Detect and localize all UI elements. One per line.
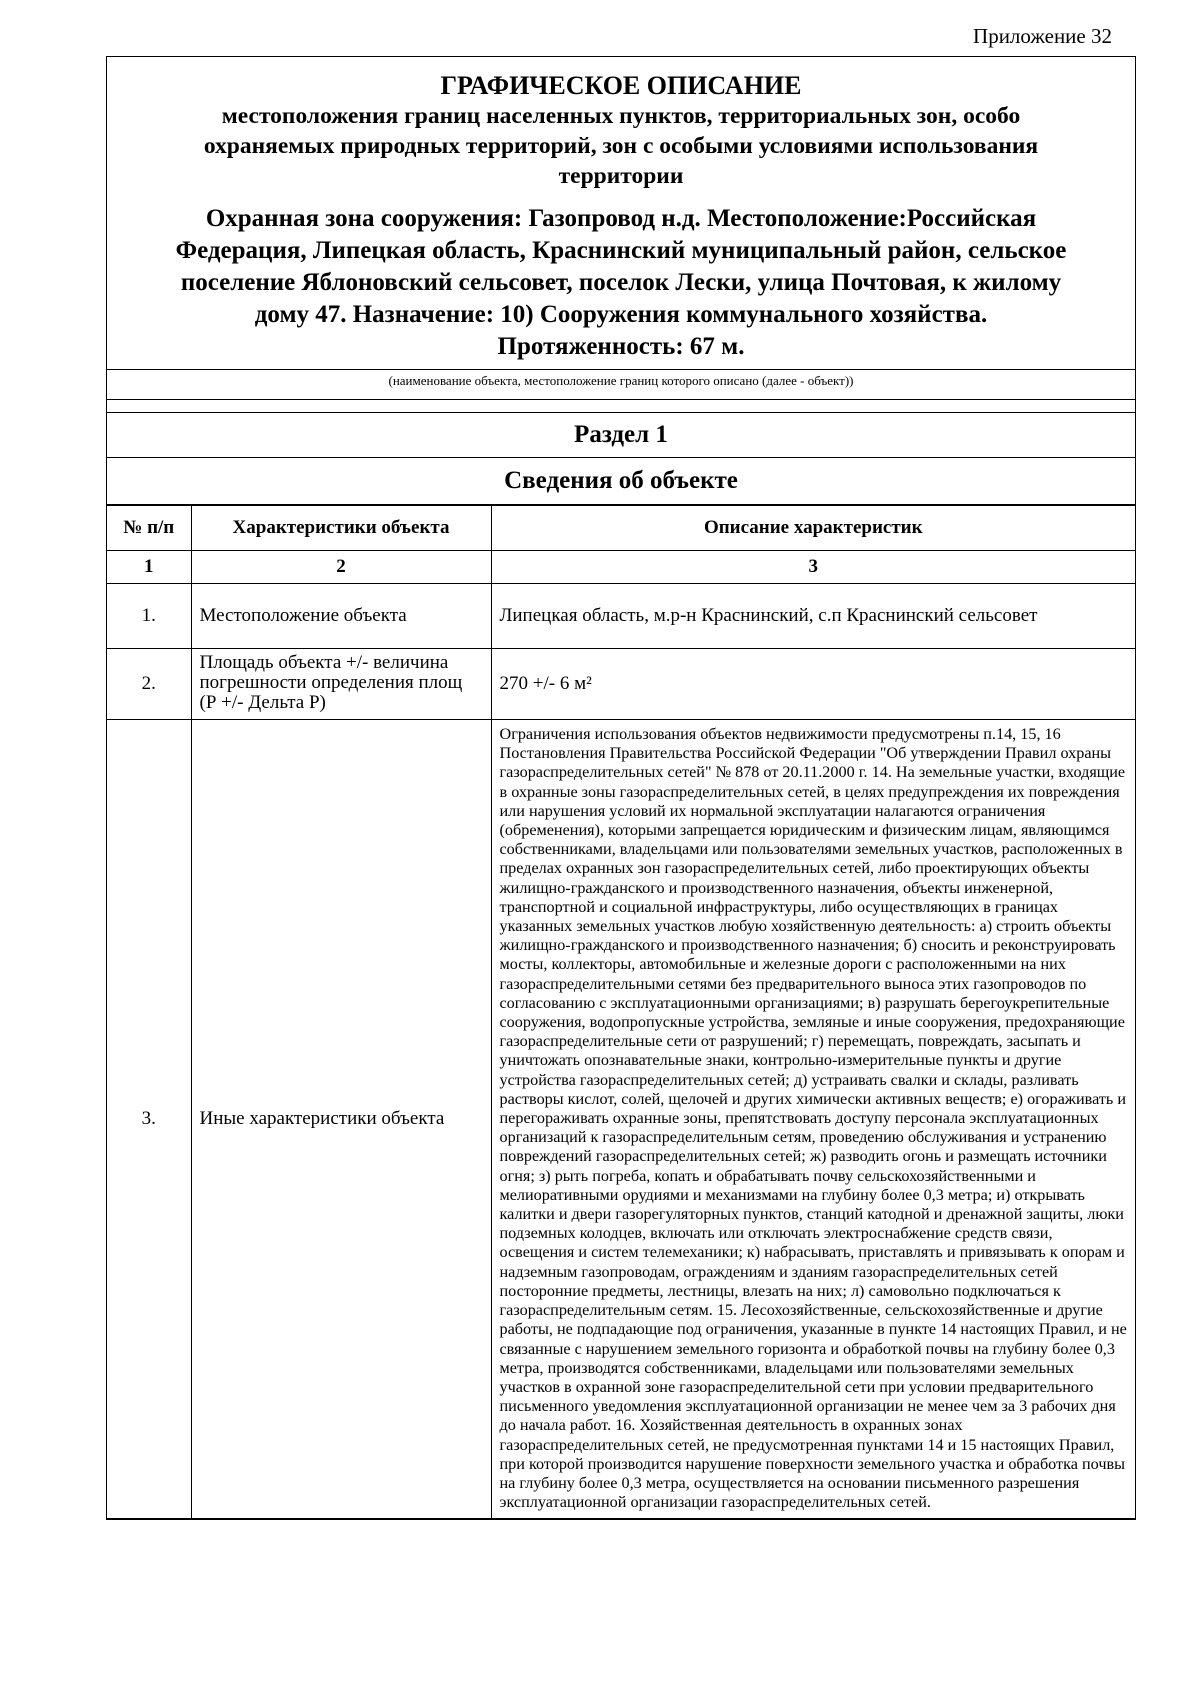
column-number-row	[107, 551, 1135, 584]
object-description	[117, 203, 1125, 331]
subtitle-line: охраняемых природных территорий, зон с особыми условиями использования	[203, 133, 1039, 159]
column-header: Описание характеристик	[491, 506, 1135, 551]
column-number: 1	[107, 551, 191, 584]
column-number: 3	[491, 551, 1135, 584]
document-frame	[106, 56, 1136, 1520]
row-description: 270 +/- 6 м²	[491, 649, 1135, 720]
row-number: 3.	[107, 720, 191, 1519]
row-number: 2.	[107, 649, 191, 720]
appendix-label: Приложение 32	[973, 24, 1112, 48]
object-line: Федерация, Липецкая область, Краснинский муниципальный район, сельское	[175, 237, 1067, 264]
table-row	[107, 584, 1135, 649]
row-description: Липецкая область, м.р-н Краснинский, с.п Краснинский сельсовет	[491, 584, 1135, 649]
object-line: Охранная зона сооружения: Газопровод н.д. Местоположение:Российская	[205, 205, 1037, 232]
row-description: Ограничения использования объектов недвижимости предусмотрены п.14, 15, 16 Постановления Правительства Российской Федерации "Об утверждении Правил охраны газораспределительных сетей" № 878 от 20.11.2000 г. 14. На земельные участки, входящие в охранные зоны газораспределительных сетей, в целях предупреждения их повреждения или нарушения условий их нормальной эксплуатации налагаются ограничения (обременения), которыми запрещается юридическим и физическим лицам, являющимся собственниками, владельцами или пользователями земельных участков, расположенных в пределах охранных зон газораспределительных сетей, либо проектирующих объекты жилищно-гражданского и производственного назначения, объекты инженерной, транспортной и социальной инфраструктуры, либо осуществляющих в границах указанных земельных участков любую хозяйственную деятельность: а) строить объекты жилищно-гражданского и производственного назначения; б) сносить и реконструировать мосты, коллекторы, автомобильные и железные дороги с расположенными на них газораспределительными сетями без предварительного выноса этих газопроводов по согласованию с эксплуатационными организациями; в) разрушать берегоукрепительные сооружения, водопропускные устройства, земляные и иные сооружения, предохраняющие газораспределительные сети от разрушений; г) перемещать, повреждать, засыпать и уничтожать опознавательные знаки, контрольно-измерительные пункты и другие устройства газораспределительных сетей; д) устраивать свалки и склады, разливать растворы кислот, солей, щелочей и других химически активных веществ; е) огораживать и перегораживать охранные зоны, препятствовать доступу персонала эксплуатационных организаций к газораспределительным сетям, проведению обслуживания и устранению повреждений газораспределительных сетей; ж) разводить огонь и размещать источники огня; з) рыть погреба, копать и обрабатывать почву сельскохозяйственными и мелиоративными орудиями и механизмами на глубину более 0,3 метра; и) открывать калитки и двери газорегуляторных пунктов, станций катодной и дренажной защиты, люки подземных колодцев, включать или отключать электроснабжение средств связи, освещения и систем телемеханики; к) набрасывать, приставлять и привязывать к опорам и надземным газопроводам, ограждениям и зданиям газораспределительных сетей посторонние предметы, лестницы, влезать на них; л) самовольно подключаться к газораспределительным сетям. 15. Лесохозяйственные, сельскохозяйственные и другие работы, не подпадающие под ограничения, указанные в пункте 14 настоящих Правил, и не связанные с нарушением земельного горизонта и обработкой почвы на глубину более 0,3 метра, производятся собственниками, владельцами или пользователями земельных участков в охранной зоне газораспределительной сети при условии предварительного письменного уведомления эксплуатационной организации не менее чем за 3 рабочих дня до начала работ. 16. Хозяйственная деятельность в охранных зонах газораспределительных сетей, не предусмотренная пунктами 14 и 15 настоящих Правил, при которой производится нарушение поверхности земельного участка и обработка почвы на глубину более 0,3 метра, осуществляется на основании письменного разрешения эксплуатационной организации газораспределительных сетей.	[491, 720, 1135, 1519]
object-line: дому 47. Назначение: 10) Сооружения коммунального хозяйства.	[254, 301, 988, 328]
subtitle-line: территории	[558, 163, 684, 189]
characteristic-line: Площадь объекта +/- величина	[199, 653, 449, 673]
document-title: ГРАФИЧЕСКОЕ ОПИСАНИЕ	[440, 71, 802, 100]
row-characteristic	[191, 649, 491, 720]
row-number: 1.	[107, 584, 191, 649]
column-header: № п/п	[107, 506, 191, 551]
characteristic-line: погрешности определения площ	[199, 673, 463, 693]
table-row	[107, 720, 1135, 1519]
section-subtitle: Сведения об объекте	[107, 458, 1135, 505]
table-row	[107, 649, 1135, 720]
object-line: поселение Яблоновский сельсовет, поселок Лески, улица Почтовая, к жилому	[180, 269, 1062, 296]
subtitle-line: местоположения границ населенных пунктов, территориальных зон, особо	[221, 103, 1021, 129]
characteristic-line: (Р +/- Дельта Р)	[199, 693, 326, 713]
object-length: Протяженность: 67 м.	[497, 333, 745, 360]
object-info-table	[107, 505, 1135, 1519]
column-number: 2	[191, 551, 491, 584]
section-title: Раздел 1	[107, 412, 1135, 458]
document-header	[107, 57, 1135, 370]
row-characteristic: Иные характеристики объекта	[191, 720, 491, 1519]
column-header: Характеристики объекта	[191, 506, 491, 551]
row-characteristic: Местоположение объекта	[191, 584, 491, 649]
table-header-row	[107, 506, 1135, 551]
object-caption: (наименование объекта, местоположение границ которого описано (далее - объект))	[107, 370, 1135, 400]
